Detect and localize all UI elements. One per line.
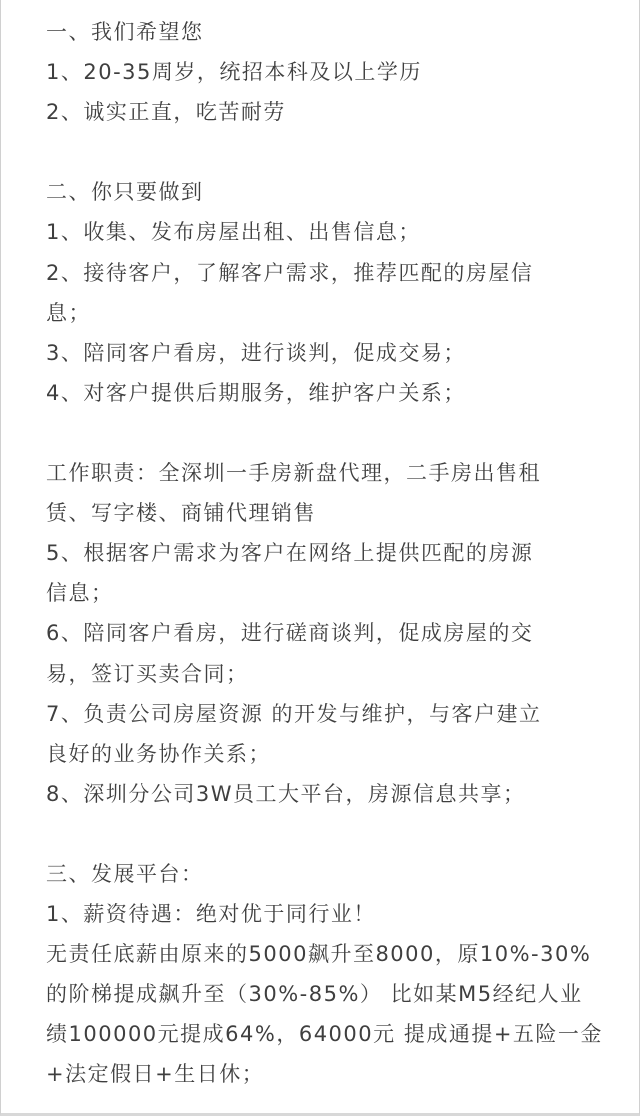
- document-body: [46, 12, 626, 1095]
- blank-line: [46, 814, 626, 854]
- text-line: 二、你只要做到: [46, 180, 204, 205]
- text-line: 无责任底薪由原来的5000飙升至8000，原10%-30%: [46, 942, 592, 967]
- text-line: 良好的业务协作关系；: [46, 741, 271, 766]
- text-line: 易，签订买卖合同；: [46, 661, 249, 686]
- text-line: 7、负责公司房屋资源 的开发与维护，与客户建立: [46, 701, 542, 726]
- text-line: 信息；: [46, 581, 114, 606]
- text-line: 息；: [46, 300, 91, 325]
- text-line: 3、陪同客户看房，进行谈判，促成交易；: [46, 340, 466, 365]
- text-line: 1、薪资待遇：绝对优于同行业！: [46, 902, 376, 927]
- text-line: 1、收集、发布房屋出租、出售信息；: [46, 220, 421, 245]
- text-line: 绩100000元提成64%，64000元 提成通提+五险一金: [46, 1022, 603, 1047]
- text-line: 4、对客户提供后期服务，维护客户关系；: [46, 380, 466, 405]
- blank-line: [46, 132, 626, 172]
- text-line: +法定假日+生日休；: [46, 1062, 265, 1087]
- text-line: 赁、写字楼、商铺代理销售: [46, 501, 316, 526]
- text-line: 一、我们希望您: [46, 20, 204, 44]
- text-line: 2、接待客户，了解客户需求，推荐匹配的房屋信: [46, 260, 534, 285]
- text-line: 5、根据客户需求为客户在网络上提供匹配的房源: [46, 541, 534, 566]
- text-line: 三、发展平台：: [46, 861, 204, 886]
- text-line: 8、深圳分公司3W员工大平台，房源信息共享；: [46, 781, 526, 806]
- text-line: 2、诚实正直，吃苦耐劳: [46, 100, 286, 125]
- blank-line: [46, 413, 626, 453]
- text-line: 1、20-35周岁，统招本科及以上学历: [46, 60, 422, 85]
- text-line: 工作职责：全深圳一手房新盘代理，二手房出售租: [46, 461, 541, 486]
- text-line: 6、陪同客户看房，进行磋商谈判，促成房屋的交: [46, 621, 534, 646]
- text-line: 的阶梯提成飙升至（30%-85%） 比如某M5经纪人业: [46, 982, 583, 1007]
